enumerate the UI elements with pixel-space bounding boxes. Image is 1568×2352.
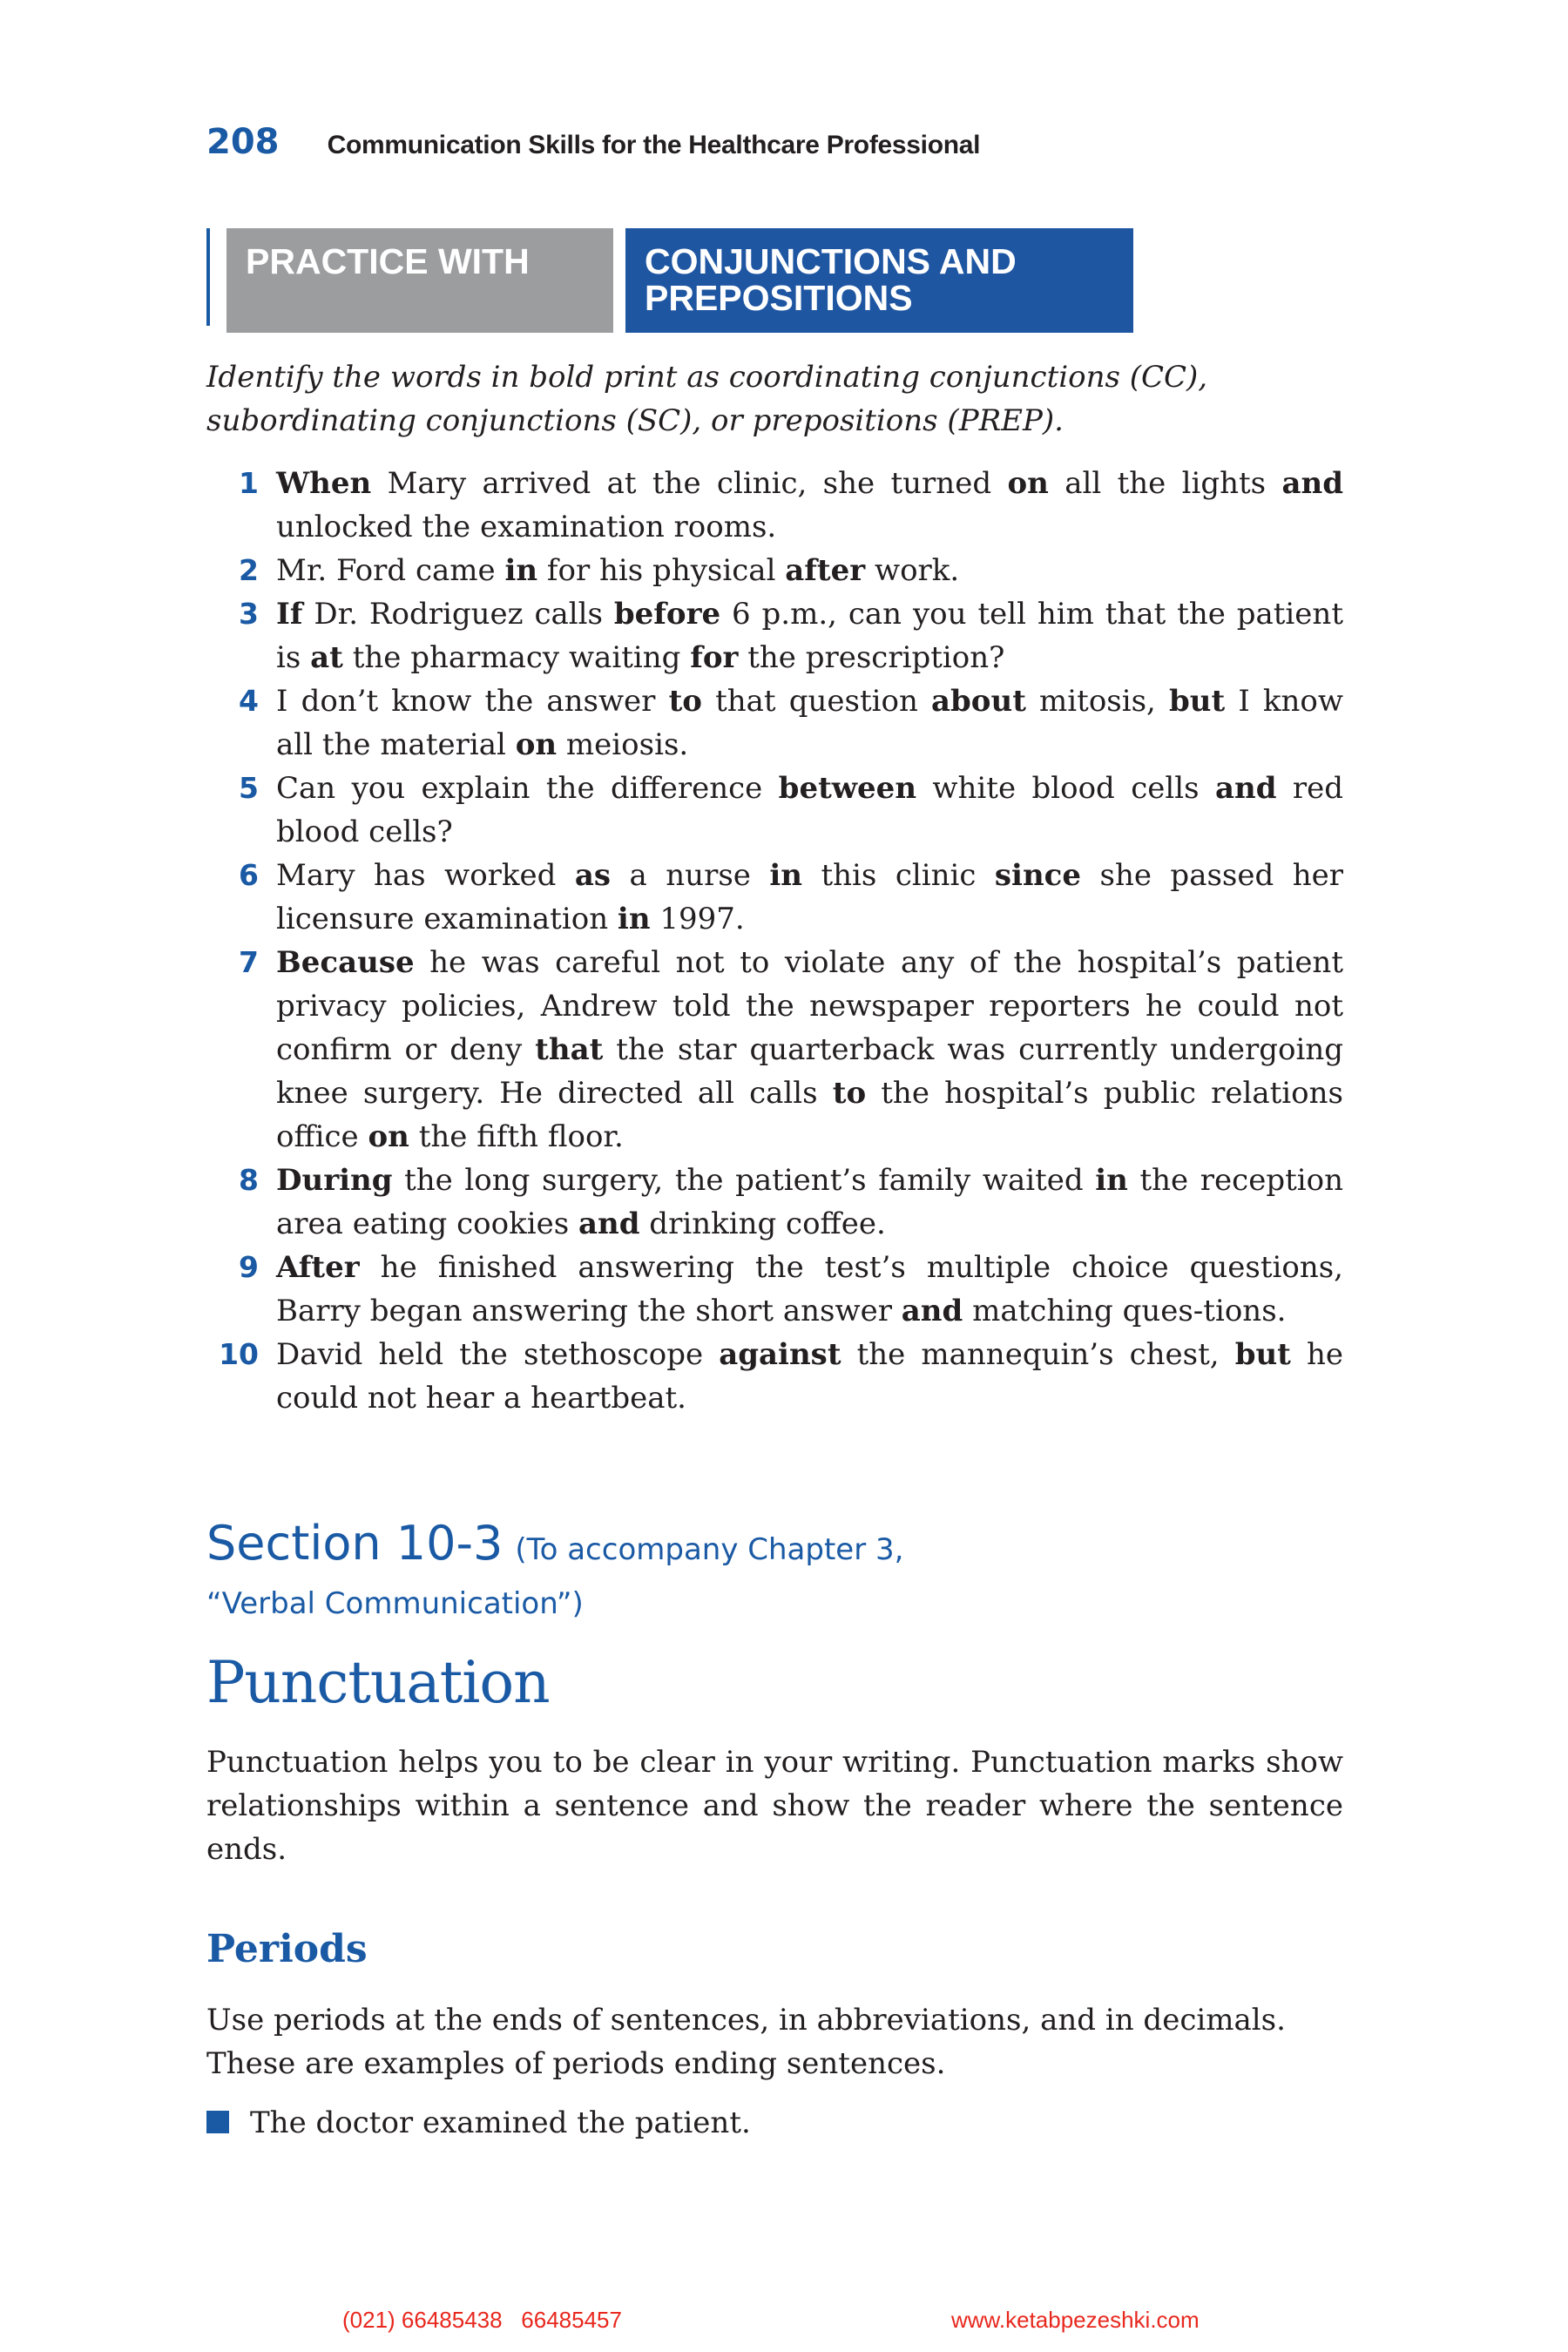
sentence-text: work. <box>865 553 960 588</box>
bold-target-word: before <box>613 597 721 632</box>
bold-target-word: between <box>778 771 917 806</box>
sentence-text: that question <box>701 684 931 719</box>
bold-target-word: at <box>310 640 343 675</box>
sentence-text: she passed her licensure examination <box>276 858 1343 936</box>
sentence-text: white blood cells <box>916 771 1215 806</box>
practice-item-number: 8 <box>239 1163 259 1197</box>
sentence-text: mitosis, <box>1025 684 1170 719</box>
sentence-text: the star quarterback was currently undergoing knee surgery. He directed all calls <box>276 1032 1343 1111</box>
page-heading: Punctuation <box>206 1649 550 1716</box>
bold-target-word: since <box>994 858 1082 893</box>
sentence-text: 1997. <box>650 902 745 936</box>
practice-item-number: 6 <box>239 858 259 892</box>
bold-target-word: after <box>785 553 866 588</box>
sentence-text: Mary arrived at the clinic, she turned <box>371 466 1008 501</box>
bold-target-word: that <box>535 1032 604 1067</box>
bold-target-word: and <box>578 1206 640 1241</box>
bold-target-word: During <box>276 1163 393 1198</box>
sentence-text: Dr. Rodriguez calls <box>302 597 614 632</box>
practice-item <box>206 679 1343 767</box>
practice-item <box>206 767 1343 854</box>
periods-heading: Periods <box>206 1927 368 1971</box>
example-sentence: The doctor examined the patient. <box>250 2105 751 2140</box>
bold-target-word: and <box>1214 771 1277 806</box>
banner-practice-label: PRACTICE WITH <box>226 228 613 333</box>
periods-paragraph: Use periods at the ends of sentences, in abbreviations, and in decimals. These are examples of periods ending sentences. <box>206 2003 1286 2081</box>
bold-target-word: in <box>617 902 651 936</box>
footer-phone: (021) 66485438 66485457 <box>342 2307 622 2333</box>
bold-target-word: about <box>931 684 1026 719</box>
bold-target-word: and <box>901 1294 963 1328</box>
section-note: (To accompany Chapter 3, <box>515 1532 904 1567</box>
sentence-text: 6 p.m., can you tell him that the patient is <box>276 597 1343 675</box>
sentence-text: he finished answering the test’s multiple choice questions, Barry began answering the short answer <box>276 1250 1343 1328</box>
sentence-text: David held the stethoscope <box>276 1337 720 1372</box>
sentence-text: I know all the material <box>276 684 1343 762</box>
sentence-text: the hospital’s public relations office <box>276 1076 1343 1154</box>
bold-target-word: on <box>368 1119 409 1154</box>
section-number: Section 10-3 <box>206 1516 504 1571</box>
sentence-text: I don’t know the answer <box>276 684 669 719</box>
sentence-text: meiosis. <box>557 727 689 762</box>
practice-list <box>206 462 1343 1420</box>
bold-target-word: against <box>719 1337 841 1372</box>
sentence-text: he was careful not to violate any of the hospital’s patient privacy policies, Andrew told the newspaper reporters he could not confirm or deny <box>276 945 1343 1067</box>
sentence-text: Mr. Ford came <box>276 553 505 588</box>
practice-item-number: 7 <box>239 945 259 979</box>
sentence-text: unlocked the examination rooms. <box>276 510 777 544</box>
practice-item <box>206 1333 1343 1420</box>
practice-item <box>206 1246 1343 1333</box>
bullet-square-icon <box>206 2111 229 2133</box>
bold-target-word: and <box>1281 466 1344 501</box>
banner-topic-line-2: PREPOSITIONS <box>645 278 913 318</box>
sentence-text: the long surgery, the patient’s family waited <box>392 1163 1096 1198</box>
practice-item-number: 10 <box>219 1337 259 1371</box>
bold-target-word: Because <box>276 945 415 980</box>
sentence-text: Mary has worked <box>276 858 575 893</box>
sentence-text: this clinic <box>802 858 995 893</box>
practice-item-number: 3 <box>239 597 259 631</box>
practice-item <box>206 1159 1343 1246</box>
sentence-text: the reception area eating cookies <box>276 1163 1343 1241</box>
bold-target-word: in <box>769 858 802 893</box>
sentence-text: a nurse <box>611 858 770 893</box>
intro-paragraph: Punctuation helps you to be clear in your writing. Punctuation marks show relationships within a sentence and show the reader where the sentence ends. <box>206 1745 1343 1867</box>
bold-target-word: for <box>690 640 739 675</box>
practice-item-number: 5 <box>239 771 259 805</box>
example-list-item <box>206 2101 751 2145</box>
bold-target-word: on <box>515 727 558 762</box>
running-header <box>206 122 980 166</box>
bold-target-word: on <box>1007 466 1049 501</box>
sentence-text: matching ques-tions. <box>963 1294 1287 1328</box>
bold-target-word: to <box>668 684 702 719</box>
bold-target-word: in <box>1095 1163 1128 1198</box>
practice-item-number: 2 <box>239 553 259 587</box>
bold-target-word: but <box>1169 684 1226 719</box>
bold-target-word: If <box>276 597 303 632</box>
bold-target-word: After <box>276 1250 360 1285</box>
banner-rule <box>206 228 210 326</box>
practice-item <box>206 462 1343 549</box>
practice-item <box>206 549 1343 592</box>
exercise-instructions: Identify the words in bold print as coordinating conjunctions (CC), subordinating conjunctions (SC), or prepositions (PREP). <box>206 360 1208 438</box>
bold-target-word: to <box>832 1076 867 1111</box>
practice-item <box>206 854 1343 941</box>
practice-item-number: 9 <box>239 1250 259 1284</box>
banner-topic-line-1: CONJUNCTIONS AND <box>645 241 1017 281</box>
sentence-text: for his physical <box>537 553 786 588</box>
page-number: 208 <box>206 122 280 162</box>
bold-target-word: When <box>276 466 372 501</box>
practice-item <box>206 941 1343 1159</box>
bold-target-word: as <box>574 858 612 893</box>
bold-target-word: but <box>1234 1337 1291 1372</box>
section-heading <box>206 1516 1343 1630</box>
practice-item-number: 1 <box>239 466 259 500</box>
sentence-text: red blood cells? <box>276 771 1343 849</box>
sentence-text: Can you explain the difference <box>276 771 779 806</box>
sentence-text: the fifth floor. <box>409 1119 624 1154</box>
sentence-text: he could not hear a heartbeat. <box>276 1337 1344 1416</box>
bold-target-word: in <box>504 553 538 588</box>
sentence-text: the mannequin’s chest, <box>841 1337 1235 1372</box>
sentence-text: all the lights <box>1048 466 1282 501</box>
book-title: Communication Skills for the Healthcare Professional <box>327 131 981 159</box>
practice-item <box>206 592 1343 679</box>
practice-item-number: 4 <box>239 684 259 718</box>
sentence-text: drinking coffee. <box>639 1206 886 1241</box>
footer-website: www.ketabpezeshki.com <box>951 2307 1200 2333</box>
section-note-continued: “Verbal Communication”) <box>206 1586 584 1621</box>
banner-topic-label <box>625 228 1133 333</box>
sentence-text: the pharmacy waiting <box>342 640 691 675</box>
sentence-text: the prescription? <box>738 640 1005 675</box>
